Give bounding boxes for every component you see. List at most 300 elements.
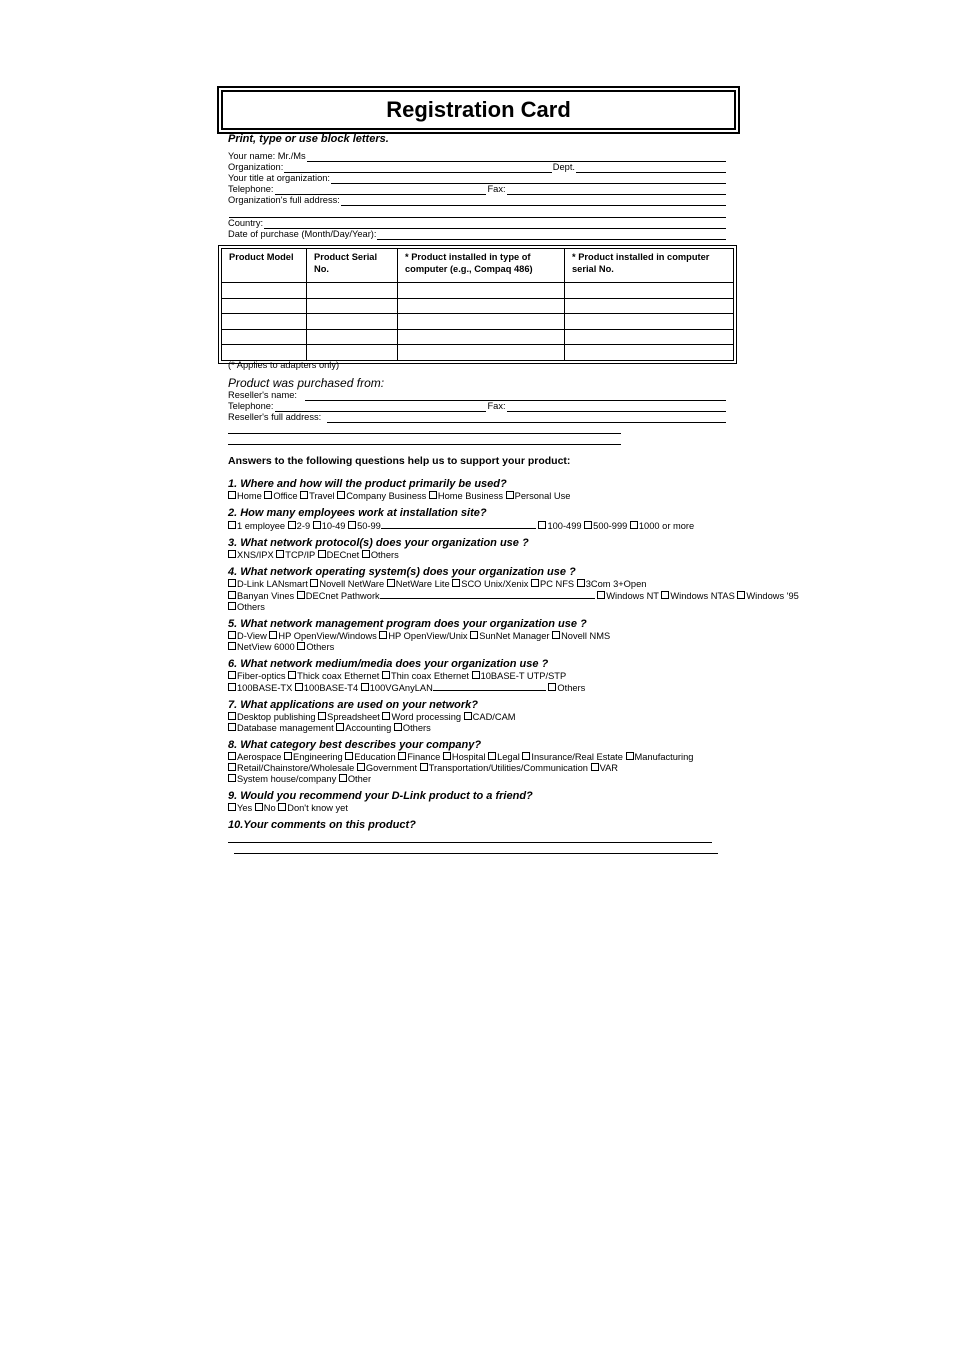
- option-label: HP OpenView/Unix: [388, 631, 468, 641]
- table-cell[interactable]: [307, 314, 398, 330]
- question-title: 5. What network management program does your organization use ?: [228, 618, 587, 630]
- checkbox-icon[interactable]: [269, 631, 277, 639]
- option-row: [228, 602, 728, 613]
- questions-list: [228, 478, 799, 832]
- checkbox-icon[interactable]: [288, 671, 296, 679]
- checkbox-icon[interactable]: [228, 774, 236, 782]
- table-cell[interactable]: [565, 298, 734, 314]
- option-item[interactable]: [443, 752, 486, 762]
- reseller-address-row-3: [228, 434, 726, 445]
- option-item[interactable]: [228, 602, 265, 612]
- address-field-2[interactable]: [229, 208, 726, 218]
- checkbox-icon[interactable]: [297, 591, 305, 599]
- option-label: 2-9: [296, 521, 311, 531]
- option-label: Other: [347, 774, 372, 784]
- checkbox-icon[interactable]: [382, 671, 390, 679]
- checkbox-icon[interactable]: [357, 763, 365, 771]
- checkbox-icon[interactable]: [228, 752, 236, 760]
- option-item[interactable]: [379, 631, 467, 641]
- checkbox-icon[interactable]: [318, 550, 326, 558]
- title-row: [228, 173, 726, 184]
- product-table-frame: [218, 245, 737, 364]
- option-row: [228, 642, 728, 653]
- question-block: [228, 739, 728, 785]
- option-label: Database management: [237, 723, 334, 733]
- table-cell[interactable]: [307, 329, 398, 345]
- option-label: Banyan Vines: [237, 591, 295, 601]
- checkbox-icon[interactable]: [313, 521, 321, 529]
- option-item[interactable]: [228, 550, 274, 560]
- table-cell[interactable]: [398, 329, 565, 345]
- fax-field[interactable]: [507, 185, 726, 195]
- checkbox-icon[interactable]: [361, 683, 369, 691]
- checkbox-icon[interactable]: [394, 723, 402, 731]
- table-cell[interactable]: [565, 314, 734, 330]
- checkbox-icon[interactable]: [264, 491, 272, 499]
- checkbox-icon[interactable]: [420, 763, 428, 771]
- checkbox-icon[interactable]: [255, 803, 263, 811]
- checkbox-icon[interactable]: [228, 642, 236, 650]
- table-cell[interactable]: [222, 329, 307, 345]
- question-block: [228, 819, 728, 832]
- purchase-date-field[interactable]: [377, 230, 726, 240]
- option-item[interactable]: [548, 683, 585, 693]
- option-row: [228, 520, 728, 532]
- option-label: Finance: [407, 752, 441, 762]
- table-cell[interactable]: [398, 283, 565, 299]
- option-item[interactable]: [297, 591, 595, 601]
- option-label: 50-99: [357, 521, 381, 531]
- checkbox-icon[interactable]: [472, 671, 480, 679]
- option-label: NetView 6000: [237, 642, 295, 652]
- option-label: Travel: [309, 491, 335, 501]
- product-table-header: [222, 249, 734, 283]
- option-label: D-View: [237, 631, 267, 641]
- option-label: Spreadsheet: [327, 712, 380, 722]
- option-label: Aerospace: [237, 752, 282, 762]
- checkbox-icon[interactable]: [538, 521, 546, 529]
- fax-label: Fax:: [487, 184, 506, 194]
- telephone-row: [228, 184, 726, 195]
- option-row: [228, 579, 728, 590]
- checkbox-icon[interactable]: [584, 521, 592, 529]
- question-block: [228, 537, 728, 561]
- table-cell[interactable]: [222, 314, 307, 330]
- option-item[interactable]: [420, 763, 588, 773]
- option-label: Windows NTAS: [670, 591, 735, 601]
- option-row: [228, 712, 728, 723]
- option-label: Office: [273, 491, 298, 501]
- option-item[interactable]: [362, 550, 399, 560]
- checkbox-icon[interactable]: [300, 491, 308, 499]
- checkbox-icon[interactable]: [488, 752, 496, 760]
- checkbox-icon[interactable]: [429, 491, 437, 499]
- question-title: 1. Where and how will the product primarily be used?: [228, 478, 507, 490]
- option-label: 100BASE-TX: [237, 683, 293, 693]
- option-item[interactable]: [313, 521, 346, 531]
- option-label: Others: [402, 723, 431, 733]
- checkbox-icon[interactable]: [228, 491, 236, 499]
- checkbox-icon[interactable]: [318, 712, 326, 720]
- checkbox-icon[interactable]: [552, 631, 560, 639]
- name-field[interactable]: [307, 152, 726, 162]
- option-row: [228, 723, 728, 734]
- option-item[interactable]: [339, 774, 371, 784]
- checkbox-icon[interactable]: [379, 631, 387, 639]
- checkbox-icon[interactable]: [228, 723, 236, 731]
- checkbox-icon[interactable]: [470, 631, 478, 639]
- checkbox-icon[interactable]: [228, 591, 236, 599]
- other-field[interactable]: [381, 520, 536, 529]
- checkbox-icon[interactable]: [577, 579, 585, 587]
- option-label: Novell NMS: [561, 631, 611, 641]
- option-label: HP OpenView/Windows: [278, 631, 377, 641]
- option-label: D-Link LANsmart: [237, 579, 308, 589]
- checkbox-icon[interactable]: [228, 521, 236, 529]
- table-footnote: (* Applies to adapters only): [228, 360, 340, 370]
- table-cell[interactable]: [307, 283, 398, 299]
- name-row: [228, 151, 726, 162]
- option-label: SunNet Manager: [479, 631, 550, 641]
- comments-lines: [228, 834, 728, 854]
- option-label: Thick coax Ethernet: [297, 671, 380, 681]
- option-item[interactable]: [228, 579, 308, 589]
- country-row: [228, 218, 726, 229]
- checkbox-icon[interactable]: [362, 550, 370, 558]
- option-label: VAR: [599, 763, 619, 773]
- header-computer-type: * Product installed in type of computer (e.g., Compaq 486): [398, 249, 565, 283]
- table-row: [222, 314, 734, 330]
- table-cell[interactable]: [398, 298, 565, 314]
- checkbox-icon[interactable]: [345, 752, 353, 760]
- contact-section: [228, 134, 726, 240]
- option-item[interactable]: [472, 671, 567, 681]
- option-item[interactable]: [552, 631, 610, 641]
- checkbox-icon[interactable]: [310, 579, 318, 587]
- checkbox-icon[interactable]: [464, 712, 472, 720]
- option-label: 1 employee: [237, 521, 286, 531]
- option-item[interactable]: [276, 550, 315, 560]
- option-label: Fiber-optics: [237, 671, 286, 681]
- country-label: Country:: [228, 218, 264, 228]
- option-label: Home: [237, 491, 262, 501]
- country-field[interactable]: [264, 219, 726, 229]
- option-item[interactable]: [387, 579, 450, 589]
- option-item[interactable]: [577, 579, 647, 589]
- table-cell[interactable]: [398, 345, 565, 361]
- option-item[interactable]: [464, 712, 516, 722]
- question-block: [228, 790, 728, 814]
- checkbox-icon[interactable]: [288, 521, 296, 529]
- option-label: Transportation/Utilities/Communication: [428, 763, 588, 773]
- option-label: 500-999: [593, 521, 628, 531]
- option-item[interactable]: [591, 763, 618, 773]
- option-row: [228, 803, 728, 814]
- question-block: [228, 699, 728, 734]
- checkbox-icon[interactable]: [548, 683, 556, 691]
- option-item[interactable]: [488, 752, 520, 762]
- option-item[interactable]: [661, 591, 734, 601]
- option-item[interactable]: [228, 763, 354, 773]
- checkbox-icon[interactable]: [737, 591, 745, 599]
- option-label: 100-499: [547, 521, 582, 531]
- option-item[interactable]: [310, 579, 384, 589]
- checkbox-icon[interactable]: [228, 712, 236, 720]
- option-item[interactable]: [278, 803, 348, 813]
- checkbox-icon[interactable]: [348, 521, 356, 529]
- checkbox-icon[interactable]: [506, 491, 514, 499]
- telephone-field[interactable]: [275, 185, 486, 195]
- option-item[interactable]: [345, 752, 395, 762]
- option-label: Company Business: [346, 491, 427, 501]
- option-item[interactable]: [288, 671, 379, 681]
- other-field[interactable]: [380, 590, 595, 599]
- option-row: [228, 682, 728, 694]
- option-item[interactable]: [228, 491, 262, 501]
- page-title: Registration Card: [221, 90, 736, 130]
- reseller-fax-field[interactable]: [507, 402, 726, 412]
- table-cell[interactable]: [222, 345, 307, 361]
- checkbox-icon[interactable]: [228, 683, 236, 691]
- reseller-name-label: Reseller's name:: [228, 390, 297, 400]
- checkbox-icon[interactable]: [284, 752, 292, 760]
- option-label: Accounting: [345, 723, 392, 733]
- checkbox-icon[interactable]: [228, 631, 236, 639]
- option-item[interactable]: [228, 803, 252, 813]
- checkbox-icon[interactable]: [387, 579, 395, 587]
- reseller-telephone-field[interactable]: [275, 402, 486, 412]
- option-item[interactable]: [382, 671, 469, 681]
- option-item[interactable]: [336, 723, 391, 733]
- option-item[interactable]: [228, 774, 336, 784]
- option-label: PC NFS: [540, 579, 575, 589]
- option-label: Novell NetWare: [319, 579, 385, 589]
- option-row: [228, 752, 728, 763]
- dept-field[interactable]: [576, 163, 726, 173]
- option-item[interactable]: [470, 631, 549, 641]
- question-block: [228, 658, 728, 694]
- option-item[interactable]: [228, 752, 281, 762]
- option-label: No: [263, 803, 276, 813]
- option-label: Insurance/Real Estate: [531, 752, 623, 762]
- question-title: 7. What applications are used on your network?: [228, 699, 478, 711]
- option-item[interactable]: [538, 521, 581, 531]
- option-item[interactable]: [318, 712, 380, 722]
- option-label: Hospital: [451, 752, 486, 762]
- checkbox-icon[interactable]: [228, 579, 236, 587]
- table-cell[interactable]: [565, 329, 734, 345]
- instructions: Print, type or use block letters.: [228, 133, 389, 145]
- option-label: CAD/CAM: [472, 712, 516, 722]
- option-label: NetWare Lite: [395, 579, 450, 589]
- option-label: Personal Use: [514, 491, 571, 501]
- other-field[interactable]: [433, 682, 546, 691]
- address-row: [228, 195, 726, 206]
- title-frame: [217, 86, 740, 134]
- question-title: 9. Would you recommend your D-Link product to a friend?: [228, 790, 533, 802]
- reseller-telephone-row: [228, 401, 726, 412]
- table-row: [222, 329, 734, 345]
- option-label: XNS/IPX: [237, 550, 274, 560]
- option-label: Government: [365, 763, 418, 773]
- table-cell[interactable]: [565, 345, 734, 361]
- checkbox-icon[interactable]: [661, 591, 669, 599]
- option-item[interactable]: [264, 491, 297, 501]
- option-label: 10-49: [321, 521, 346, 531]
- checkbox-icon[interactable]: [398, 752, 406, 760]
- organization-field[interactable]: [284, 163, 551, 173]
- option-item[interactable]: [318, 550, 360, 560]
- checkbox-icon[interactable]: [297, 642, 305, 650]
- table-cell[interactable]: [222, 298, 307, 314]
- option-item[interactable]: [737, 591, 798, 601]
- option-item[interactable]: [429, 491, 503, 501]
- option-item[interactable]: [228, 591, 294, 601]
- checkbox-icon[interactable]: [228, 602, 236, 610]
- option-item[interactable]: [228, 723, 334, 733]
- header-computer-serial: * Product installed in computer serial No.: [565, 249, 734, 283]
- option-label: 100BASE-T4: [303, 683, 359, 693]
- question-title: 8. What category best describes your company?: [228, 739, 482, 751]
- question-title: 4. What network operating system(s) does your organization use ?: [228, 566, 576, 578]
- question-block: [228, 566, 799, 613]
- reseller-address-label: Reseller's full address:: [228, 412, 322, 422]
- checkbox-icon[interactable]: [591, 763, 599, 771]
- option-label: Education: [354, 752, 396, 762]
- option-item[interactable]: [228, 671, 286, 681]
- reseller-name-field[interactable]: [305, 391, 726, 401]
- option-item[interactable]: [228, 521, 285, 531]
- address-field[interactable]: [341, 196, 726, 206]
- option-item[interactable]: [255, 803, 276, 813]
- reseller-telephone-label: Telephone:: [228, 401, 274, 411]
- checkbox-icon[interactable]: [228, 550, 236, 558]
- option-label: Word processing: [391, 712, 462, 722]
- option-item[interactable]: [295, 683, 358, 693]
- option-row: [228, 774, 728, 785]
- comments-field-2[interactable]: [234, 845, 718, 854]
- option-label: DECnet Pathwork: [305, 591, 380, 601]
- checkbox-icon[interactable]: [276, 550, 284, 558]
- option-label: Don't know yet: [287, 803, 348, 813]
- option-item[interactable]: [284, 752, 343, 762]
- option-label: Windows NT: [606, 591, 659, 601]
- option-item[interactable]: [300, 491, 335, 501]
- option-row: [228, 550, 728, 561]
- option-item[interactable]: [348, 521, 536, 531]
- option-item[interactable]: [630, 521, 694, 531]
- option-label: Others: [237, 602, 265, 612]
- option-item[interactable]: [531, 579, 574, 589]
- checkbox-icon[interactable]: [278, 803, 286, 811]
- option-label: Others: [370, 550, 399, 560]
- option-label: Thin coax Ethernet: [390, 671, 469, 681]
- option-item[interactable]: [361, 683, 546, 693]
- comments-field-1[interactable]: [228, 834, 712, 843]
- address-row-2: [228, 206, 726, 218]
- checkbox-icon[interactable]: [522, 752, 530, 760]
- checkbox-icon[interactable]: [337, 491, 345, 499]
- reseller-address-field-2[interactable]: [228, 424, 621, 434]
- option-item[interactable]: [597, 591, 659, 601]
- option-item[interactable]: [452, 579, 528, 589]
- option-item[interactable]: [626, 752, 694, 762]
- option-item[interactable]: [584, 521, 627, 531]
- reseller-fax-label: Fax:: [487, 401, 506, 411]
- checkbox-icon[interactable]: [228, 763, 236, 771]
- checkbox-icon[interactable]: [228, 671, 236, 679]
- title-label: Your title at organization:: [228, 173, 330, 183]
- table-cell[interactable]: [222, 283, 307, 299]
- product-table: [221, 248, 734, 361]
- reseller-address-field-3[interactable]: [228, 435, 621, 445]
- option-item[interactable]: [357, 763, 417, 773]
- option-item[interactable]: [382, 712, 461, 722]
- table-cell[interactable]: [565, 283, 734, 299]
- option-item[interactable]: [228, 631, 267, 641]
- checkbox-icon[interactable]: [597, 591, 605, 599]
- table-cell[interactable]: [398, 314, 565, 330]
- name-label: Your name: Mr./Ms: [228, 151, 306, 161]
- checkbox-icon[interactable]: [630, 521, 638, 529]
- option-item[interactable]: [398, 752, 440, 762]
- checkbox-icon[interactable]: [336, 723, 344, 731]
- option-item[interactable]: [337, 491, 426, 501]
- option-item[interactable]: [269, 631, 376, 641]
- purchase-date-row: [228, 229, 726, 240]
- table-row: [222, 298, 734, 314]
- table-row: [222, 345, 734, 361]
- purchase-heading: Product was purchased from:: [228, 376, 385, 390]
- title-field[interactable]: [331, 174, 726, 184]
- option-item[interactable]: [522, 752, 622, 762]
- checkbox-icon[interactable]: [295, 683, 303, 691]
- option-item[interactable]: [394, 723, 431, 733]
- header-product-model: Product Model: [222, 249, 307, 283]
- question-block: [228, 618, 728, 653]
- organization-label: Organization:: [228, 162, 284, 172]
- option-label: Others: [306, 642, 335, 652]
- checkbox-icon[interactable]: [339, 774, 347, 782]
- header-serial-no: Product Serial No.: [307, 249, 398, 283]
- option-item[interactable]: [506, 491, 571, 501]
- option-item[interactable]: [228, 712, 316, 722]
- questions-intro: Answers to the following questions help us to support your product:: [228, 455, 571, 467]
- option-item[interactable]: [297, 642, 334, 652]
- checkbox-icon[interactable]: [452, 579, 460, 587]
- checkbox-icon[interactable]: [531, 579, 539, 587]
- option-label: Retail/Chainstore/Wholesale: [237, 763, 355, 773]
- checkbox-icon[interactable]: [382, 712, 390, 720]
- table-cell[interactable]: [307, 345, 398, 361]
- option-label: Engineering: [293, 752, 343, 762]
- checkbox-icon[interactable]: [626, 752, 634, 760]
- checkbox-icon[interactable]: [228, 803, 236, 811]
- option-row: [228, 631, 728, 642]
- option-item[interactable]: [288, 521, 310, 531]
- option-item[interactable]: [228, 642, 295, 652]
- option-label: 3Com 3+Open: [585, 579, 647, 589]
- option-label: TCP/IP: [285, 550, 316, 560]
- reseller-address-row: [228, 412, 726, 423]
- question-title: 3. What network protocol(s) does your organization use ?: [228, 537, 529, 549]
- table-cell[interactable]: [307, 298, 398, 314]
- reseller-address-field[interactable]: [327, 413, 726, 423]
- checkbox-icon[interactable]: [443, 752, 451, 760]
- option-item[interactable]: [228, 683, 292, 693]
- option-label: Legal: [497, 752, 520, 762]
- reseller-name-row: [228, 390, 726, 401]
